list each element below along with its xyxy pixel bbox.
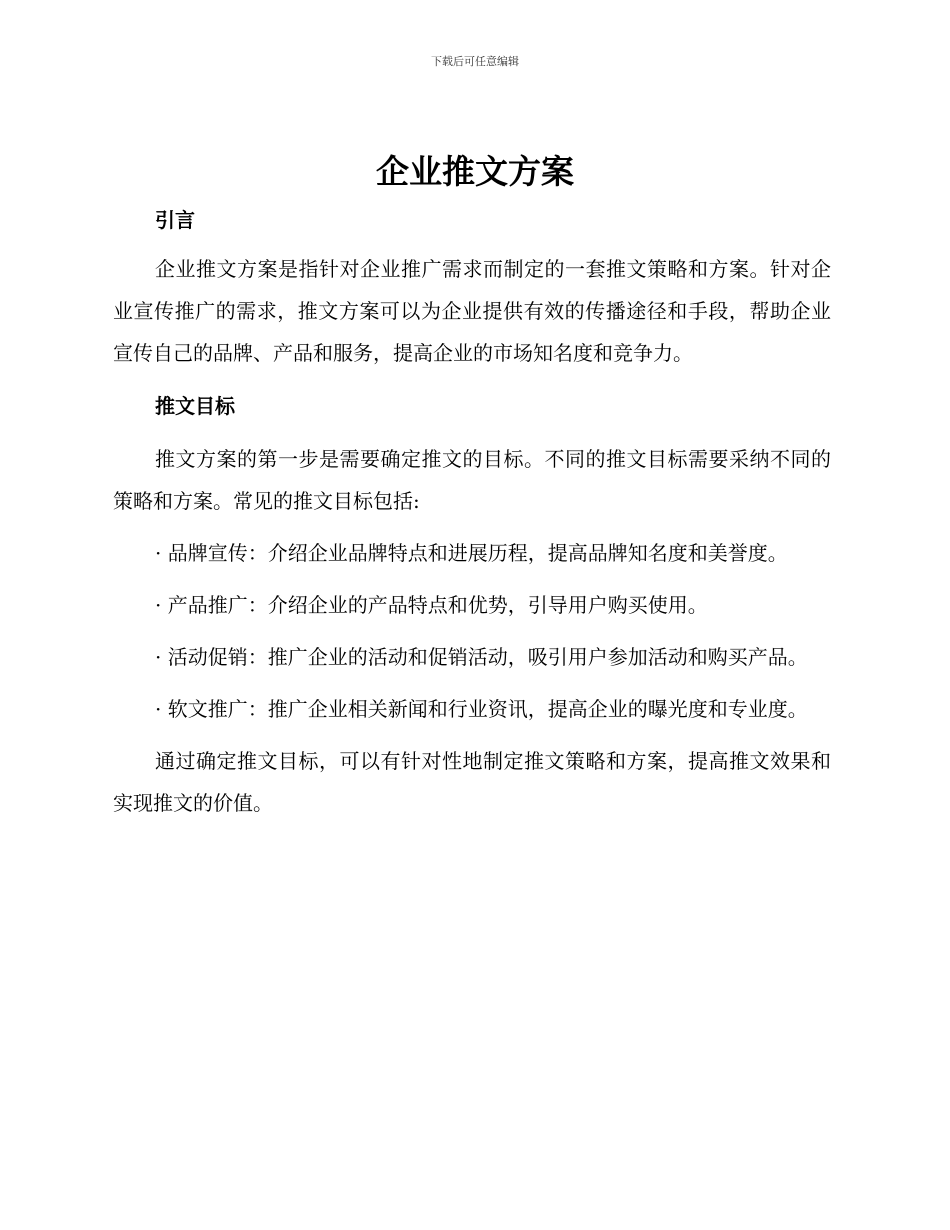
goals-paragraph: 推文方案的第一步是需要确定推文的目标。不同的推文目标需要采纳不同的策略和方案。常见的推文目标包括:: [113, 447, 831, 513]
document-title: 企业推文方案: [376, 152, 574, 191]
header-note: 下载后可任意编辑: [431, 55, 519, 68]
bullet-item-product: · 产品推广：介绍企业的产品特点和优势，引导用户购买使用。: [155, 593, 708, 617]
bullet-item-brand: · 品牌宣传：介绍企业品牌特点和进展历程，提高品牌知名度和美誉度。: [155, 541, 788, 565]
document-body: [113, 198, 831, 824]
section-heading-intro: 引言: [155, 208, 195, 232]
section-heading-goals: 推文目标: [155, 394, 235, 418]
closing-paragraph: 通过确定推文目标，可以有针对性地制定推文策略和方案，提高推文效果和实现推文的价值。: [113, 749, 831, 815]
bullet-item-softarticle: · 软文推广：推广企业相关新闻和行业资讯，提高企业的曝光度和专业度。: [155, 697, 808, 721]
intro-paragraph: 企业推文方案是指针对企业推广需求而制定的一套推文策略和方案。针对企业宣传推广的需求，推文方案可以为企业提供有效的传播途径和手段，帮助企业宣传自己的品牌、产品和服务，提高企业的市场知名度和竞争力。: [113, 257, 831, 365]
bullet-item-promotion: · 活动促销：推广企业的活动和促销活动，吸引用户参加活动和购买产品。: [155, 645, 808, 669]
